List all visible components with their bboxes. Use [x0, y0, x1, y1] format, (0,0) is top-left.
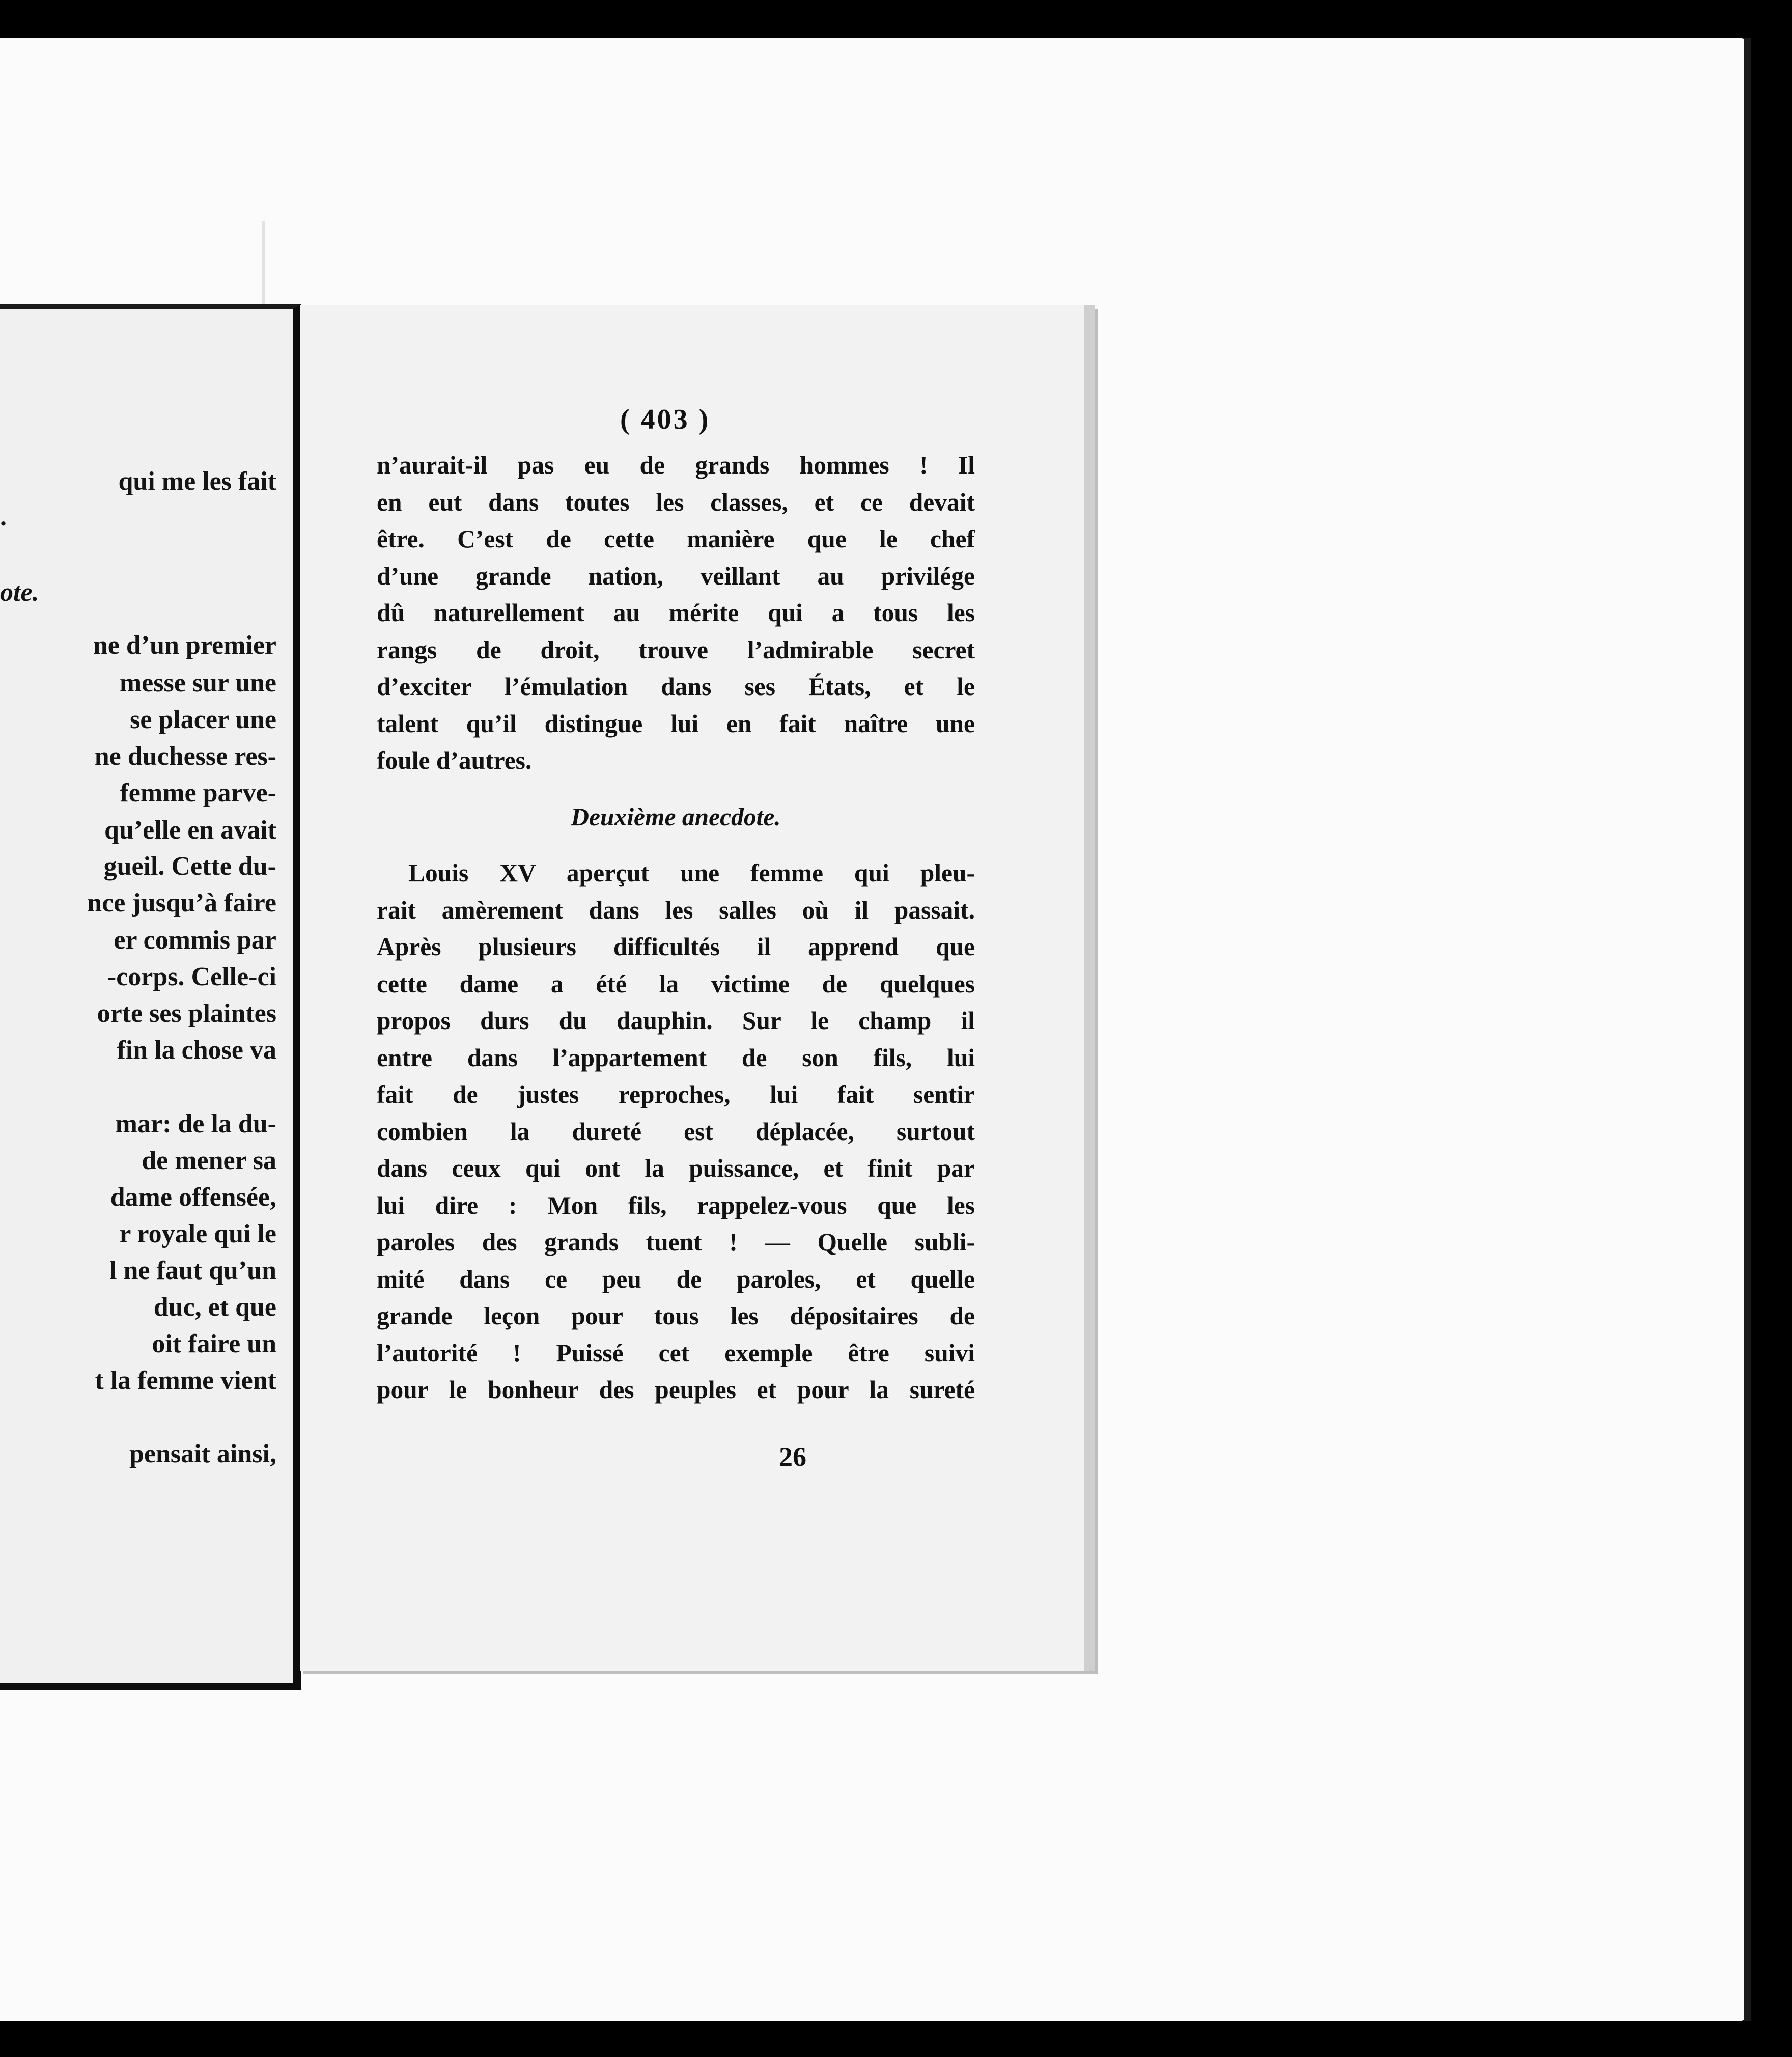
text-line: d’exciter l’émulation dans ses États, et le — [377, 673, 975, 701]
text-line: cette dame a été la victime de quelques — [377, 969, 975, 998]
text-line: entre dans l’appartement de son fils, lui — [377, 1043, 975, 1072]
left-page-line: gueil. Cette du- — [103, 852, 276, 881]
text-line: foule d’autres. — [377, 746, 532, 774]
left-page-line: t la femme vient — [95, 1366, 276, 1395]
text-line: dû naturellement au mérite qui a tous les — [377, 599, 975, 627]
text-line: combien la dureté est déplacée, surtout — [377, 1117, 975, 1146]
paragraph-1 — [377, 447, 975, 780]
paragraph-2 — [377, 855, 975, 1409]
left-page-line: oit faire un — [152, 1329, 276, 1358]
text-line: l’autorité ! Puissé cet exemple être suivi — [377, 1339, 975, 1367]
left-facing-page — [0, 304, 301, 1690]
left-page-line: nce jusqu’à faire — [87, 888, 276, 918]
text-line: être. C’est de cette manière que le chef — [377, 525, 975, 553]
left-page-line: se placer une — [130, 705, 276, 734]
page-number: ( 403 ) — [620, 404, 711, 435]
section-heading: Deuxième anecdote. — [571, 802, 781, 831]
page-body-text — [377, 447, 975, 1409]
scan-top-border — [0, 0, 1792, 38]
text-line: Après plusieurs difficultés il apprend que — [377, 933, 975, 961]
text-line: paroles des grands tuent ! — Quelle subli- — [377, 1228, 975, 1256]
text-line: rait amèrement dans les salles où il passait. — [377, 896, 975, 924]
left-page-line: qui me les fait — [118, 467, 276, 496]
text-line: Louis XV aperçut une femme qui pleu- — [408, 859, 975, 887]
left-page-line: ne duchesse res- — [94, 742, 276, 771]
text-line: en eut dans toutes les classes, et ce devait — [377, 488, 975, 516]
text-line: propos durs du dauphin. Sur le champ il — [377, 1007, 975, 1035]
left-page-line: fin la chose va — [117, 1036, 276, 1065]
paper-right-edge — [1744, 38, 1751, 2021]
text-line: grande leçon pour tous les dépositaires de — [377, 1302, 975, 1330]
left-page-line: ne d’un premier — [93, 631, 276, 660]
fold-mark — [262, 221, 265, 313]
right-page — [300, 305, 1095, 1671]
left-page-line: duc, et que — [153, 1293, 276, 1322]
text-line: talent qu’il distingue lui en fait naître une — [377, 709, 975, 738]
text-line: fait de justes reproches, lui fait sentir — [377, 1080, 975, 1108]
left-page-line: . — [0, 503, 7, 532]
left-page-line: -corps. Celle-ci — [107, 962, 276, 991]
left-page-line: messe sur une — [119, 669, 276, 698]
left-page-line: femme parve- — [120, 779, 276, 808]
left-page-line: de mener sa — [142, 1146, 276, 1175]
left-page-line: pensait ainsi, — [129, 1439, 276, 1468]
left-page-line: r royale qui le — [119, 1219, 276, 1248]
left-page-line: orte ses plaintes — [97, 999, 276, 1028]
text-line: lui dire : Mon fils, rappelez-vous que les — [377, 1191, 975, 1219]
left-page-line: qu’elle en avait — [104, 816, 276, 845]
text-line: n’aurait-il pas eu de grands hommes ! Il — [377, 451, 975, 479]
left-page-line: l ne faut qu’un — [109, 1256, 276, 1285]
text-line: d’une grande nation, veillant au privilége — [377, 562, 975, 590]
text-line: rangs de droit, trouve l’admirable secret — [377, 635, 975, 664]
text-line: pour le bonheur des peuples et pour la sureté — [377, 1376, 975, 1404]
left-page-line: dame offensée, — [110, 1183, 276, 1212]
text-line: mité dans ce peu de paroles, et quelle — [377, 1265, 975, 1293]
left-page-line: mar: de la du- — [115, 1109, 276, 1138]
left-page-line: ote. — [0, 578, 39, 607]
text-line: dans ceux qui ont la puissance, et finit par — [377, 1154, 975, 1182]
left-page-line: er commis par — [114, 926, 276, 955]
signature-mark: 26 — [779, 1441, 806, 1472]
